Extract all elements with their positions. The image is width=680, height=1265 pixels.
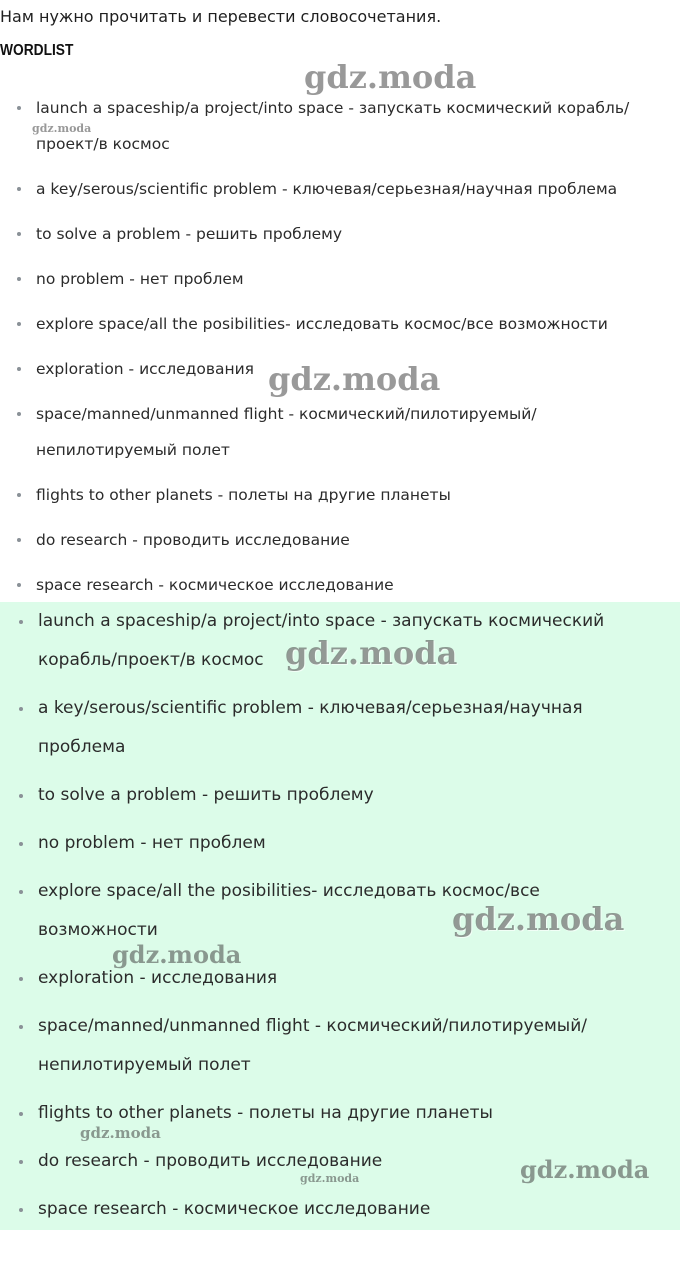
list-item: a key/serous/scientific problem - ключевая/серьезная/научная проблема — [0, 171, 680, 207]
list-item: space/manned/unmanned flight - космический/пилотируемый/ непилотируемый полет — [0, 396, 680, 468]
watermark: gdz.moda — [80, 1124, 161, 1142]
list-item: flights to other planets - полеты на другие планеты — [0, 1094, 680, 1133]
list-item: space/manned/unmanned flight - космический/пилотируемый/ непилотируемый полет — [0, 1007, 680, 1085]
watermark: gdz.moda — [452, 900, 625, 938]
watermark: gdz.moda — [304, 58, 477, 96]
list-item: explore space/all the posibilities- исследовать космос/все возможности — [0, 872, 680, 950]
intro-text: Нам нужно прочитать и перевести словосочетания. — [0, 7, 442, 26]
watermark: gdz.moda — [268, 360, 441, 398]
watermark: gdz.moda — [520, 1155, 650, 1184]
list-item: exploration - исследования — [0, 959, 680, 998]
list-item: to solve a problem - решить проблему — [0, 776, 680, 815]
list-item: flights to other planets - полеты на другие планеты — [0, 477, 680, 513]
wordlist-plain — [0, 90, 680, 612]
list-item: a key/serous/scientific problem - ключевая/серьезная/научная проблема — [0, 689, 680, 767]
watermark: gdz.moda — [112, 940, 242, 969]
list-item: explore space/all the posibilities- исследовать космос/все возможности — [0, 306, 680, 342]
list-item: to solve a problem - решить проблему — [0, 216, 680, 252]
list-item: do research - проводить исследование — [0, 522, 680, 558]
list-item: space research - космическое исследование — [0, 1190, 680, 1229]
wordlist-heading: WORDLIST — [0, 42, 74, 59]
watermark: gdz.moda — [32, 122, 92, 135]
list-item: exploration - исследования — [0, 351, 680, 387]
list-item: launch a spaceship/a project/into space - запускать космический корабль/ проект/в космос — [0, 90, 680, 162]
list-item: space research - космическое исследование — [0, 567, 680, 603]
watermark: gdz.moda — [285, 634, 458, 672]
list-item: no problem - нет проблем — [0, 824, 680, 863]
list-item: launch a spaceship/a project/into space - запускать космический корабль/проект/в космос — [0, 602, 680, 680]
list-item: no problem - нет проблем — [0, 261, 680, 297]
watermark: gdz.moda — [300, 1172, 360, 1185]
list-item: do research - проводить исследование — [0, 1142, 680, 1181]
wordlist-highlighted — [0, 602, 680, 1238]
